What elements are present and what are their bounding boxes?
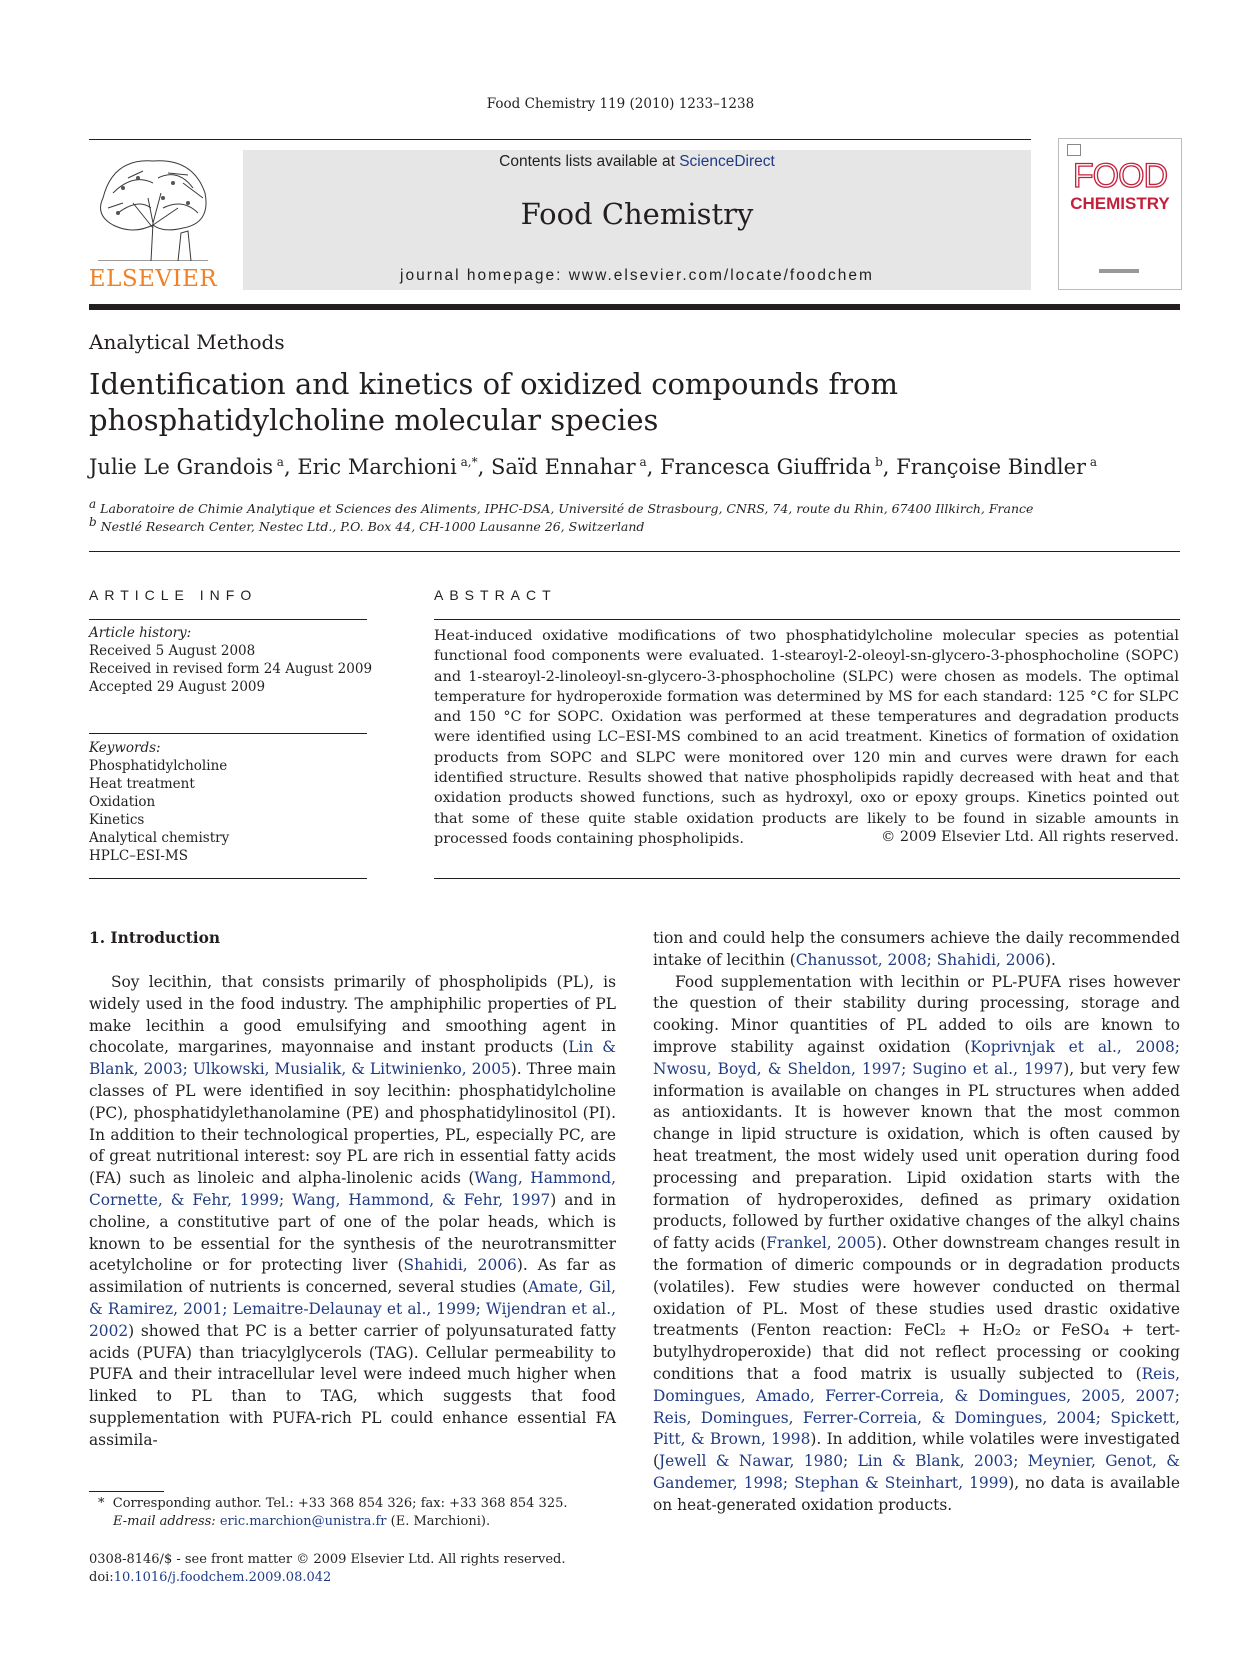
paragraph — [89, 972, 616, 1452]
history-accepted: Accepted 29 August 2009 — [89, 679, 266, 695]
affiliation — [89, 497, 1033, 516]
author-affiliation-mark: a,* — [460, 455, 478, 469]
reference-link[interactable]: Shahidi, 2006 — [403, 1256, 517, 1275]
abstract-top-rule — [434, 619, 1180, 620]
article-section: Analytical Methods — [89, 330, 285, 354]
reference-link[interactable]: Amate, Gil, & Ramirez, 2001; Lemaitre-Delaunay et al., 1999; Wijendran et al., 2002 — [89, 1278, 616, 1340]
affiliation-text: Nestlé Research Center, Nestec Ltd., P.O. Box 44, CH-1000 Lausanne 26, Switzerland — [100, 519, 645, 535]
author-list: Julie Le Grandois $^a$, Eric Marchioni $^{a,*}$, Saïd Ennahar $^a$, Francesca Giuffrida $^b$, Françoise Bindler $^a$ — [89, 455, 1098, 479]
article-info-bottom-rule — [89, 878, 367, 879]
journal-cover-thumbnail[interactable] — [1058, 138, 1182, 290]
abstract-bottom-rule — [434, 878, 1180, 879]
journal-citation: Food Chemistry 119 (2010) 1233–1238 — [486, 96, 755, 112]
left-column — [89, 972, 616, 1452]
paragraph — [653, 972, 1180, 1517]
cover-footer-mark — [1099, 269, 1139, 273]
affiliation-mark: a — [89, 497, 97, 511]
affiliation-mark: b — [89, 515, 97, 529]
article-title: Identification and kinetics of oxidized compounds from phosphatidylcholine molecular species — [89, 367, 899, 437]
reference-link[interactable]: Reis, Domingues, Amado, Ferrer-Correia, & Domingues, 2005, 2007; Reis, Domingues, Ferrer-Correia, & Domingues, 2004; Spickett, Pitt, & Brown, 1998 — [653, 1364, 1180, 1449]
corresponding-text: Corresponding author. Tel.: +33 368 854 326; fax: +33 368 854 325. — [112, 1496, 568, 1511]
author-name[interactable]: Françoise Bindler — [896, 455, 1087, 479]
right-column — [653, 928, 1180, 1517]
author-affiliation-mark: b — [875, 455, 883, 469]
contents-line — [243, 153, 1031, 171]
keyword-item: HPLC–ESI-MS — [89, 848, 188, 864]
reference-link[interactable]: Jewell & Nawar, 1980; Lin & Blank, 2003; Meynier, Genot, & Gandemer, 1998; Stephan & Steinhart, 1999 — [653, 1452, 1180, 1492]
doi-label: doi: — [89, 1570, 114, 1585]
author-affiliation-mark: a — [1089, 455, 1098, 469]
text-run: ). As far as assimilation of nutrients is concerned, several studies ( — [89, 1256, 617, 1297]
elsevier-tree-icon — [93, 153, 213, 261]
elsevier-wordmark: ELSEVIER — [88, 266, 218, 292]
keywords-block — [89, 739, 379, 865]
text-run: tion and could help the consumers achieve the daily recommended intake of lecithin ( — [653, 929, 1180, 969]
email-link[interactable]: eric.marchion@unistra.fr — [219, 1514, 387, 1529]
text-run: ). In addition, while volatiles were investigated ( — [653, 1430, 1180, 1471]
text-run: ). Three main classes of PL were identified in soy lecithin: phosphatidylcholine (PC), phosphatidylethanolamine (PE) and phosphatidylinositol (PI). In addition to their technological properties, PL, especially PC, are of great nutritional interest: soy PL are rich in essential fatty acids (FA) such as linoleic and alpha-linolenic acids ( — [89, 1060, 616, 1188]
cover-title-line1: FOOD — [1072, 157, 1168, 195]
issn-line: 0308-8146/$ - see front matter © 2009 Elsevier Ltd. All rights reserved. — [89, 1552, 566, 1567]
text-run: ) and in choline, a constitutive part of one of the polar heads, which is known to be essential for the synthesis of the neurotransmitter acetylcholine or for protecting liver ( — [89, 1190, 616, 1275]
reference-link[interactable]: Chanussot, 2008; Shahidi, 2006 — [795, 950, 1045, 969]
reference-link[interactable]: Lin & Blank, 2003; Ulkowski, Musialik, & Litwinienko, 2005 — [89, 1038, 616, 1079]
text-run: Food supplementation with lecithin or PL-PUFA rises however the question of their stability during processing, storage and cooking. Minor quantities of PL added to oils are known to improve stability against oxidation ( — [653, 972, 1180, 1056]
journal-name: Food Chemistry — [520, 197, 754, 231]
keyword-item: Oxidation — [89, 794, 156, 810]
keyword-item: Phosphatidylcholine — [89, 758, 228, 774]
text-run: Soy lecithin, that consists primarily of phospholipids (PL), is widely used in the food industry. The amphiphilic properties of PL make lecithin a good emulsifying and smoothing agent in chocolate, margarines, mayonnaise and instant products ( — [89, 973, 616, 1057]
cover-mini-logo-icon — [1067, 144, 1081, 156]
author-affiliation-mark: a — [276, 455, 284, 469]
author-name[interactable]: Eric Marchioni — [297, 455, 457, 479]
email-label: E-mail address: — [113, 1514, 220, 1529]
journal-homepage[interactable]: journal homepage: www.elsevier.com/locate/foodchem — [400, 267, 874, 284]
text-run: ). Other downstream changes result in the formation of dimeric compounds or in degradation products (volatiles). Few studies were however conducted on thermal oxidation of PL. Most of these studies used drastic oxidative treatments (Fenton reaction: FeCl₂ + H₂O₂ or FeSO₄ + tert-butylhydroperoxide) that did not reflect processing or cooking conditions that a food matrix is usually subjected to ( — [653, 1234, 1180, 1383]
paragraph — [653, 928, 1180, 972]
author-name[interactable]: Saïd Ennahar — [490, 455, 636, 479]
abstract-text: Heat-induced oxidative modifications of two phosphatidylcholine molecular species as potential functional food components were evaluated. 1-stearoyl-2-oleoyl-sn-glycero-3-phosphocholine (SOPC) and 1-stearoyl-2-linoleoyl-sn-glycero-3-phosphocholine (SLPC) were chosen as models. The optimal temperature for hydroperoxide formation was determined by MS for each standard: 125 °C for SLPC and 150 °C for SOPC. Oxidation was performed at these temperatures and degradation products were identified using LC–ESI-MS combined to an acid treatment. Kinetics of formation of oxidation products from SOPC and SLPC were monitored over 120 min and curves were drawn for each identified structure. Results showed that native phospholipids rapidly decreased with heat and that oxidation products showed functions, such as hydroxyl, oxo or epoxy groups. Kinetics pointed out that some of these quite stable oxidation products are likely to be found in sizable amounts in processed foods containing phospholipids. — [434, 628, 1179, 847]
footnote-marker: * — [98, 1496, 105, 1511]
header-thick-rule — [89, 304, 1180, 310]
email-suffix: (E. Marchioni). — [386, 1514, 491, 1529]
elsevier-logo[interactable] — [88, 150, 218, 292]
affiliation-text: Laboratoire de Chimie Analytique et Sciences des Aliments, IPHC-DSA, Université de Strasbourg, CNRS, 74, route du Rhin, 67400 Illkirch, France — [100, 501, 1034, 517]
keywords-label: Keywords: — [89, 740, 161, 756]
author-affiliation-mark: a — [639, 455, 647, 469]
reference-link[interactable]: Wang, Hammond, Cornette, & Fehr, 1999; Wang, Hammond, & Fehr, 1997 — [89, 1169, 616, 1209]
journal-masthead — [243, 150, 1031, 290]
keyword-item: Analytical chemistry — [89, 830, 230, 846]
affiliation — [89, 515, 644, 534]
reference-link[interactable]: Koprivnjak et al., 2008; Nwosu, Boyd, & Sheldon, 1997; Sugino et al., 1997 — [653, 1037, 1180, 1078]
abstract-heading: ABSTRACT — [434, 587, 557, 603]
corresponding-author-footnote — [98, 1495, 618, 1531]
article-history-label: Article history: — [89, 625, 192, 641]
abstract-copyright: © 2009 Elsevier Ltd. All rights reserved. — [880, 829, 1179, 845]
cover-title-line2: CHEMISTRY — [1070, 194, 1170, 213]
contents-prefix: Contents lists available at — [499, 153, 680, 170]
keywords-rule — [89, 733, 367, 734]
doi-link[interactable]: 10.1016/j.foodchem.2009.08.042 — [113, 1570, 332, 1585]
author-name[interactable]: Julie Le Grandois — [89, 455, 273, 479]
article-info-rule — [89, 619, 367, 620]
article-info-heading: ARTICLE INFO — [89, 587, 258, 603]
header-top-rule — [89, 139, 1031, 140]
article-history — [89, 624, 379, 696]
footnote-rule — [89, 1491, 164, 1492]
keyword-item: Kinetics — [89, 812, 145, 828]
sciencedirect-link[interactable]: ScienceDirect — [679, 153, 775, 170]
reference-link[interactable]: Frankel, 2005 — [766, 1234, 877, 1253]
history-revised: Received in revised form 24 August 2009 — [89, 661, 373, 677]
history-received: Received 5 August 2008 — [89, 643, 256, 659]
keyword-item: Heat treatment — [89, 776, 195, 792]
author-name[interactable]: Francesca Giuffrida — [660, 455, 872, 479]
text-run: ), no data is available on heat-generated oxidation products. — [653, 1473, 1180, 1514]
intro-heading: 1. Introduction — [89, 929, 221, 947]
text-run: ) showed that PC is a better carrier of polyunsaturated fatty acids (PUFA) than triacylglycerols (TAG). Cellular permeability to PUFA and their intracellular level were indeed much higher when linked to PL than to TAG, which suggests that food supplementation with PUFA-rich PL could enhance essential FA assimila- — [89, 1321, 616, 1449]
text-run: ). — [1044, 950, 1056, 969]
affiliation-rule — [89, 551, 1180, 552]
doi-line — [89, 1569, 331, 1587]
text-run: ), but very few information is available on changes in PL structures when added as antioxidants. It is however known that the most common change in lipid structure is oxidation, which is often caused by heat treatment, the most widely used unit operation during food processing and preparation. Lipid oxidation starts with the formation of hydroperoxides, defined as primary oxidation products, followed by further oxidative changes of the alkyl chains of fatty acids ( — [653, 1059, 1180, 1253]
